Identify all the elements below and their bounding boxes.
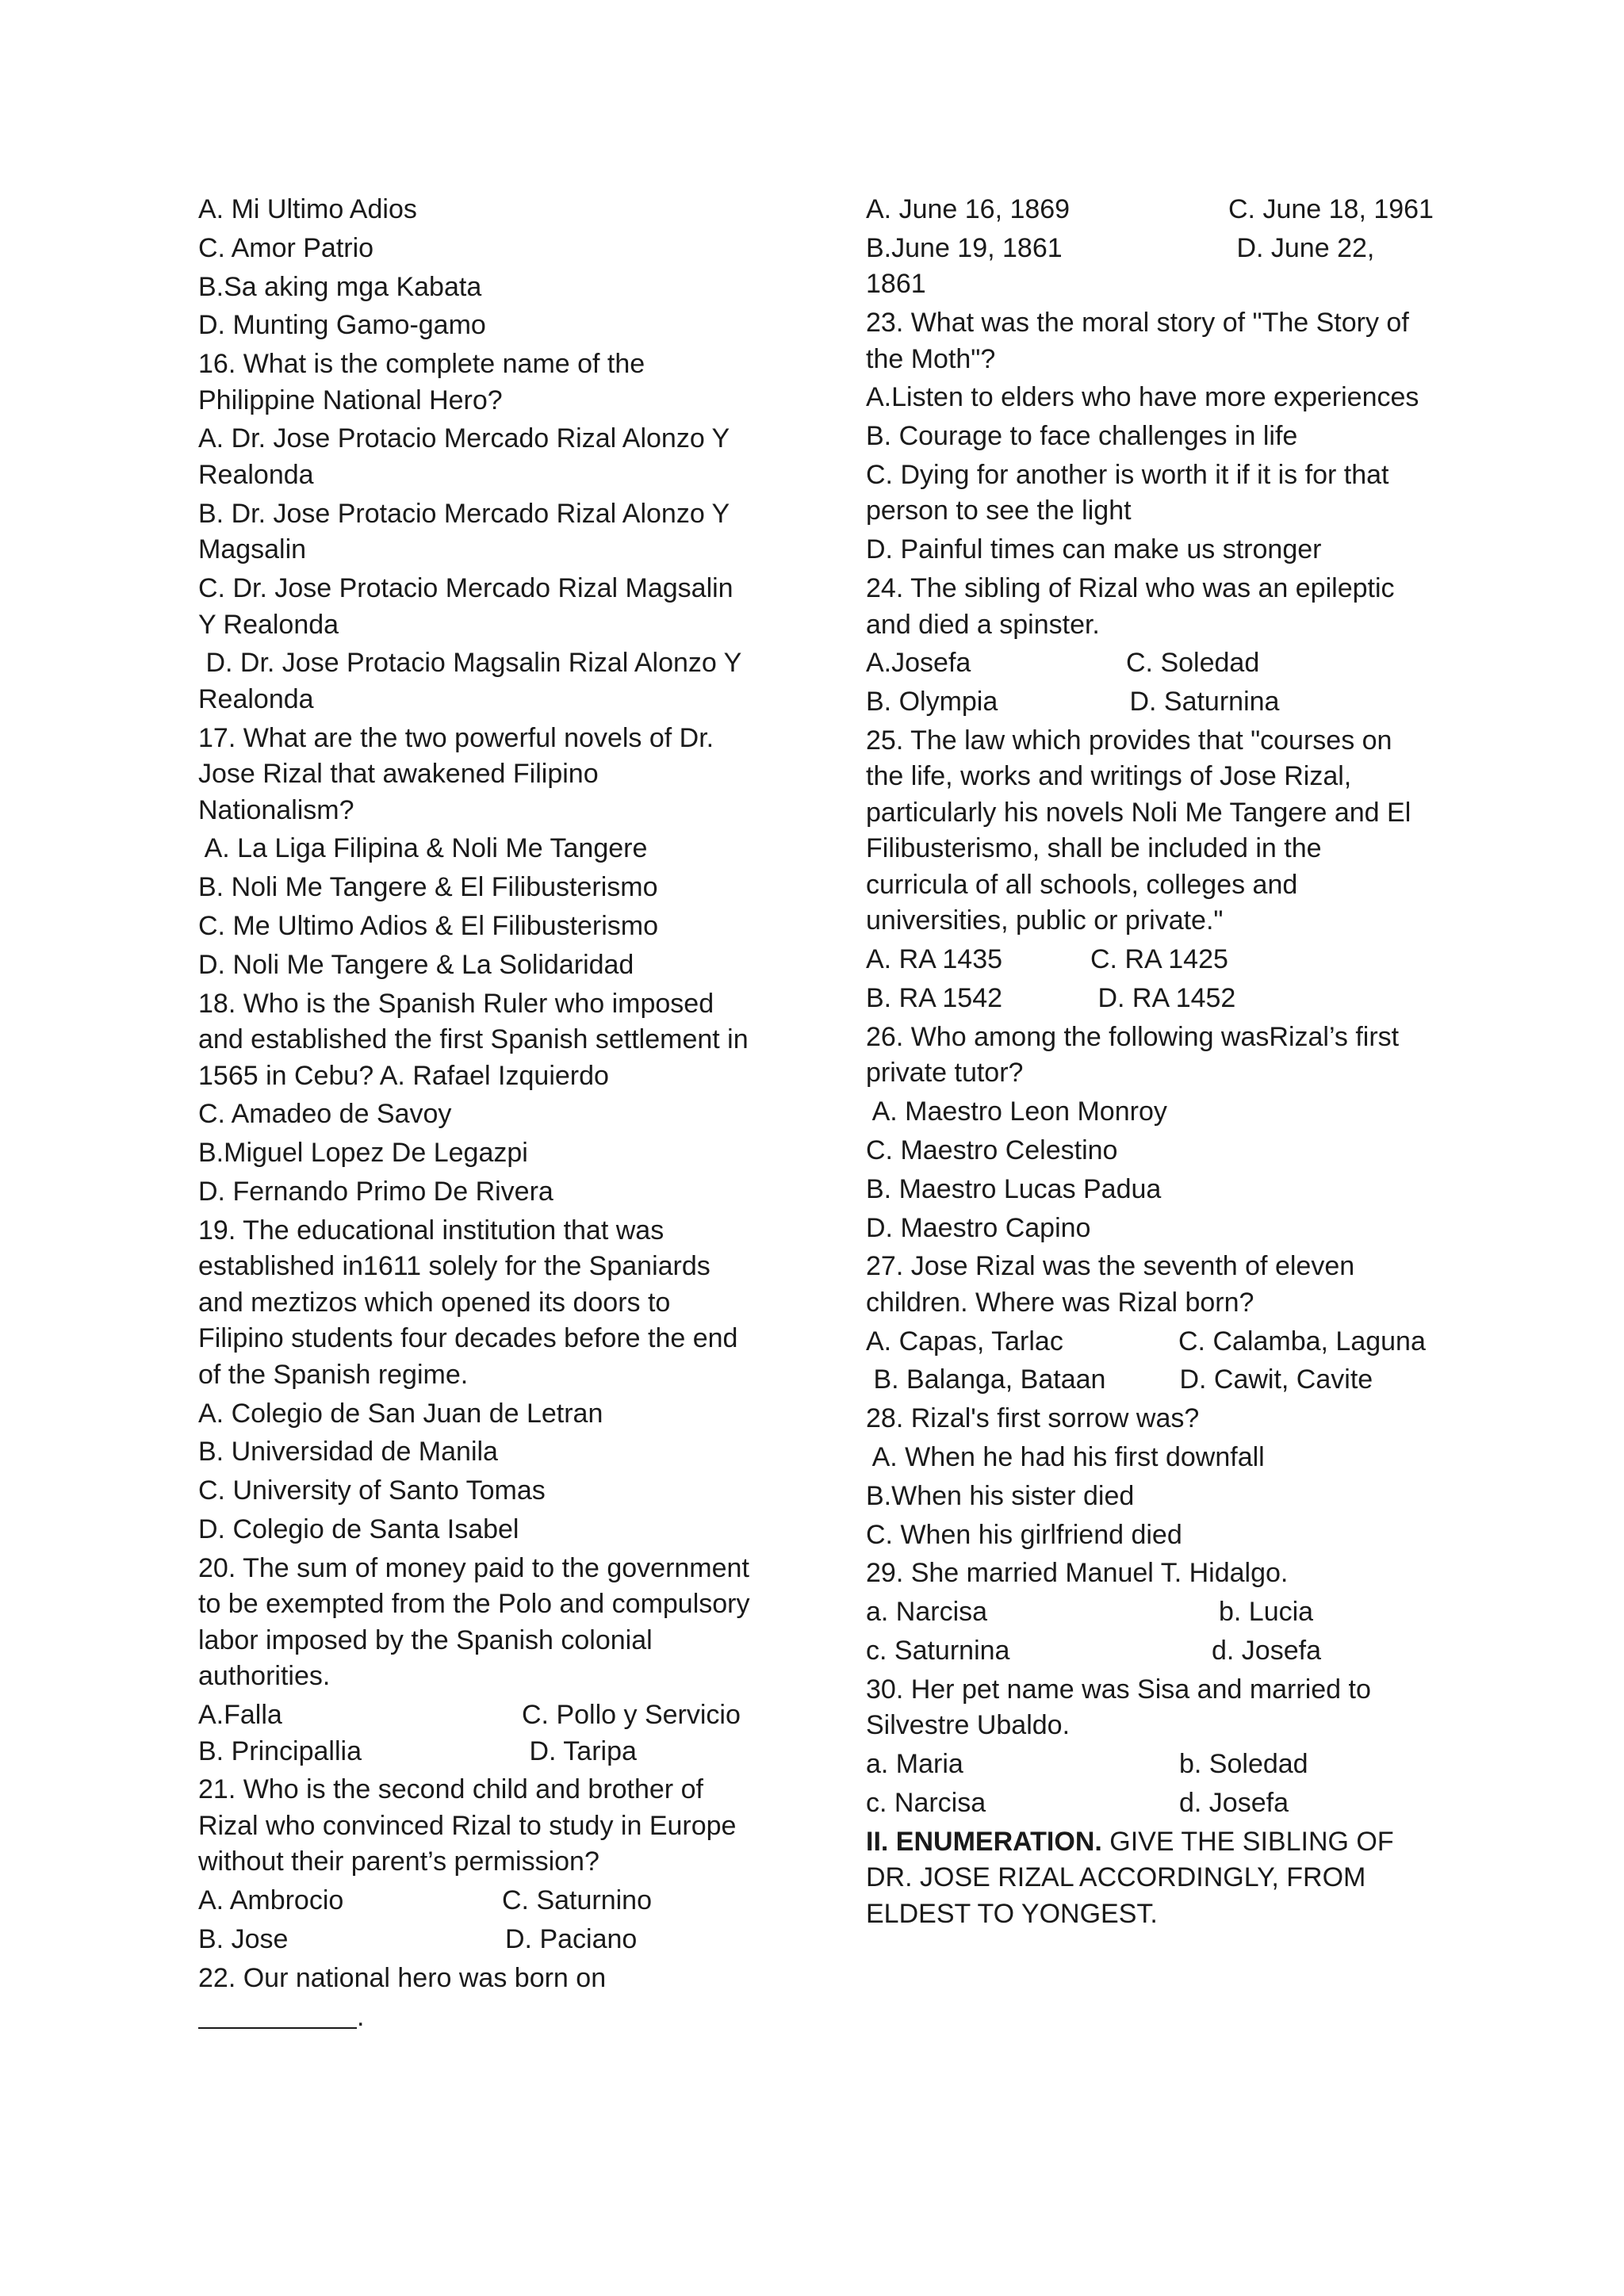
text-block — [866, 1747, 1451, 1783]
text-block — [866, 192, 1451, 228]
text-line: B.Sa aking mga Kabata — [198, 271, 482, 302]
text-line: the life, works and writings of Jose Rizal, — [866, 761, 1352, 792]
text-block — [198, 909, 769, 945]
option-left: 1861 — [866, 269, 926, 300]
text-block — [866, 645, 1451, 682]
text-line: A. Colegio de San Juan de Letran — [198, 1398, 603, 1429]
option-left: A. RA 1435 — [866, 944, 1003, 975]
text-line: 29. She married Manuel T. Hidalgo. — [866, 1558, 1289, 1589]
option-left: A. June 16, 1869 — [866, 194, 1071, 224]
text-block — [866, 1440, 1451, 1476]
left-column — [198, 192, 769, 2038]
right-column — [866, 192, 1451, 1935]
option-left: B. RA 1542 — [866, 983, 1003, 1014]
text-block — [866, 1785, 1451, 1822]
text-block — [198, 571, 769, 643]
text-block — [198, 721, 769, 829]
option-right: C. Calamba, Laguna — [1178, 1326, 1426, 1357]
text-block — [866, 1479, 1451, 1515]
text-block — [866, 723, 1451, 939]
text-line: 26. Who among the following wasRizal’s first — [866, 1021, 1400, 1052]
text-block — [198, 1473, 769, 1510]
text-line: 24. The sibling of Rizal who was an epileptic — [866, 573, 1395, 604]
answer-blank — [198, 2000, 357, 2029]
text-block — [866, 571, 1451, 643]
text-block — [866, 380, 1451, 416]
text-line: Y Realonda — [198, 609, 339, 640]
text-block — [198, 1961, 769, 1997]
text-line: C. Amor Patrio — [198, 232, 374, 263]
option-pair — [866, 231, 1451, 267]
text-block — [866, 1633, 1451, 1670]
option-pair — [866, 942, 1451, 978]
option-pair — [198, 1883, 769, 1919]
option-pair — [198, 1697, 769, 1734]
option-pair — [866, 1747, 1451, 1783]
text-block — [866, 1094, 1451, 1131]
option-right: b. Lucia — [1219, 1597, 1314, 1628]
text-line: Realonda — [198, 683, 314, 714]
option-pair — [866, 266, 1451, 303]
text-line: A.Listen to elders who have more experiences — [866, 382, 1419, 413]
text-block — [198, 1096, 769, 1133]
text-block — [198, 1922, 769, 1958]
text-block — [198, 231, 769, 267]
text-block — [866, 419, 1451, 455]
text-block — [198, 270, 769, 306]
option-right: D. Cawit, Cavite — [1172, 1364, 1373, 1395]
text-line: D. Maestro Capino — [866, 1212, 1091, 1243]
option-left: A.Josefa — [866, 648, 971, 679]
text-line: private tutor? — [866, 1058, 1024, 1089]
option-right: C. Soledad — [1126, 648, 1260, 679]
text-block — [198, 947, 769, 984]
text-line: D. Dr. Jose Protacio Magsalin Rizal Alonzo Y — [198, 648, 742, 679]
text-line: Philippine National Hero? — [198, 385, 503, 415]
text-line: 25. The law which provides that "courses on — [866, 725, 1392, 756]
option-pair — [866, 684, 1451, 721]
text-line: Filipino students four decades before the end — [198, 1323, 738, 1354]
text-line: D. Painful times can make us stronger — [866, 534, 1322, 565]
text-line: Silvestre Ubaldo. — [866, 1710, 1071, 1741]
option-right: D. RA 1452 — [1090, 983, 1236, 1014]
section-heading: DR. JOSE RIZAL ACCORDINGLY, FROM — [866, 1862, 1366, 1893]
text-line: 20. The sum of money paid to the government — [198, 1552, 749, 1583]
text-block — [866, 1324, 1451, 1360]
text-line: D. Munting Gamo-gamo — [198, 310, 486, 341]
section-heading-bold: II. ENUMERATION. — [866, 1826, 1102, 1857]
option-right: d. Josefa — [1212, 1636, 1321, 1667]
option-left: B. Principallia — [198, 1735, 362, 1766]
section-heading — [866, 1824, 1451, 1861]
option-pair — [866, 1633, 1451, 1670]
text-line: children. Where was Rizal born? — [866, 1287, 1254, 1318]
option-pair — [198, 1922, 769, 1958]
text-line: Rizal who convinced Rizal to study in Europe — [198, 1810, 737, 1841]
option-pair — [198, 1734, 769, 1770]
text-line: B. Courage to face challenges in life — [866, 421, 1298, 452]
text-block — [866, 1362, 1451, 1399]
text-line: 16. What is the complete name of the — [198, 349, 645, 380]
text-block — [866, 1401, 1451, 1437]
option-right: C. Pollo y Servicio — [522, 1700, 741, 1731]
text-block — [198, 421, 769, 493]
option-left: a. Maria — [866, 1749, 963, 1780]
answer-blank-line — [198, 1999, 769, 2036]
text-line: person to see the light — [866, 496, 1132, 526]
option-left: A.Falla — [198, 1700, 282, 1731]
text-line: 18. Who is the Spanish Ruler who imposed — [198, 988, 714, 1019]
option-right: b. Soledad — [1179, 1749, 1308, 1780]
text-block — [866, 1824, 1451, 1933]
text-line: and meztizos which opened its doors to — [198, 1287, 671, 1318]
text-line: C. Me Ultimo Adios & El Filibusterismo — [198, 911, 659, 942]
text-block — [198, 986, 769, 1095]
text-line: universities, public or private." — [866, 905, 1224, 936]
option-pair — [866, 1324, 1451, 1360]
text-line: particularly his novels Noli Me Tangere and El — [866, 797, 1411, 828]
text-block — [198, 1999, 769, 2036]
text-line: B. Maestro Lucas Padua — [866, 1173, 1162, 1204]
text-block — [198, 1512, 769, 1548]
text-block — [198, 192, 769, 228]
text-line: Realonda — [198, 459, 314, 490]
text-line: Filibusterismo, shall be included in the — [866, 833, 1322, 864]
option-left: B. Olympia — [866, 687, 998, 718]
text-line: B.Miguel Lopez De Legazpi — [198, 1138, 528, 1169]
text-line: 28. Rizal's first sorrow was? — [866, 1403, 1200, 1434]
text-line: 23. What was the moral story of "The Story of — [866, 308, 1409, 339]
text-line: A. Dr. Jose Protacio Mercado Rizal Alonzo Y — [198, 423, 730, 454]
text-line: Nationalism? — [198, 794, 354, 825]
option-right: d. Josefa — [1179, 1787, 1289, 1818]
text-line: C. University of Santo Tomas — [198, 1475, 546, 1506]
section-heading-text: GIVE THE SIBLING OF — [1101, 1826, 1394, 1857]
option-left: B.June 19, 1861 — [866, 232, 1063, 263]
text-line: Jose Rizal that awakened Filipino — [198, 759, 599, 790]
option-pair — [866, 192, 1451, 228]
option-left: c. Narcisa — [866, 1787, 986, 1818]
text-line: C. Dr. Jose Protacio Mercado Rizal Magsalin — [198, 573, 733, 604]
text-block — [866, 1172, 1451, 1208]
text-line: 22. Our national hero was born on — [198, 1962, 607, 1993]
text-block — [198, 1174, 769, 1211]
text-line: C. Maestro Celestino — [866, 1135, 1118, 1165]
option-pair — [866, 1785, 1451, 1822]
text-line: D. Noli Me Tangere & La Solidaridad — [198, 949, 634, 980]
text-line: A. When he had his first downfall — [866, 1442, 1265, 1473]
option-right: C. Saturnino — [502, 1885, 652, 1916]
option-pair — [866, 645, 1451, 682]
text-line: B. Universidad de Manila — [198, 1437, 498, 1468]
text-line: curricula of all schools, colleges and — [866, 869, 1298, 900]
text-block — [198, 1883, 769, 1919]
text-block — [866, 942, 1451, 978]
text-block — [866, 1133, 1451, 1169]
text-block — [198, 496, 769, 568]
option-right: D. June 22, — [1229, 232, 1375, 263]
option-left: c. Saturnina — [866, 1636, 1010, 1667]
text-block — [866, 231, 1451, 303]
text-line: without their parent’s permission? — [198, 1846, 599, 1877]
option-left: A. Capas, Tarlac — [866, 1326, 1063, 1357]
text-block — [198, 645, 769, 718]
option-right: D. Taripa — [522, 1735, 637, 1766]
text-line: C. When his girlfriend died — [866, 1519, 1182, 1550]
text-block — [198, 1772, 769, 1881]
text-block — [866, 457, 1451, 530]
text-line: 1565 in Cebu? A. Rafael Izquierdo — [198, 1060, 609, 1091]
text-block — [866, 1517, 1451, 1554]
text-line: 30. Her pet name was Sisa and married to — [866, 1674, 1371, 1705]
text-line: A. Mi Ultimo Adios — [198, 194, 417, 224]
text-block — [866, 684, 1451, 721]
text-block — [866, 1211, 1451, 1247]
text-line: authorities. — [198, 1661, 331, 1692]
section-heading: ELDEST TO YONGEST. — [866, 1898, 1158, 1929]
text-block — [198, 1213, 769, 1394]
text-line: and died a spinster. — [866, 609, 1100, 640]
text-line: C. Dying for another is worth it if it is for that — [866, 459, 1389, 490]
text-block — [198, 346, 769, 419]
option-left: A. Ambrocio — [198, 1885, 344, 1916]
text-block — [866, 1020, 1451, 1092]
text-line: B. Dr. Jose Protacio Mercado Rizal Alonzo Y — [198, 498, 730, 529]
text-block — [198, 308, 769, 344]
option-pair — [866, 1594, 1451, 1631]
option-right: D. Saturnina — [1122, 687, 1280, 718]
option-pair — [866, 981, 1451, 1017]
text-block — [198, 1396, 769, 1433]
option-left: B. Balanga, Bataan — [866, 1364, 1106, 1395]
option-right: D. Paciano — [505, 1924, 638, 1955]
text-block — [198, 831, 769, 867]
option-left: a. Narcisa — [866, 1597, 988, 1628]
text-line: Magsalin — [198, 534, 307, 565]
option-right: C. RA 1425 — [1090, 944, 1228, 975]
text-block — [866, 305, 1451, 377]
option-left: B. Jose — [198, 1924, 289, 1955]
text-line: B. Noli Me Tangere & El Filibusterismo — [198, 872, 658, 903]
text-line: labor imposed by the Spanish colonial — [198, 1624, 653, 1655]
text-block — [198, 870, 769, 906]
text-line: 21. Who is the second child and brother of — [198, 1774, 703, 1805]
text-block — [198, 1135, 769, 1172]
text-line: D. Fernando Primo De Rivera — [198, 1177, 553, 1207]
text-block — [866, 981, 1451, 1017]
text-line: the Moth"? — [866, 343, 996, 374]
text-line: A. Maestro Leon Monroy — [866, 1096, 1167, 1127]
text-line: C. Amadeo de Savoy — [198, 1099, 452, 1130]
text-line: 27. Jose Rizal was the seventh of eleven — [866, 1251, 1355, 1282]
text-block — [866, 1249, 1451, 1321]
text-line: of the Spanish regime. — [198, 1359, 469, 1390]
text-line: 17. What are the two powerful novels of Dr. — [198, 722, 714, 753]
text-line: A. La Liga Filipina & Noli Me Tangere — [198, 833, 648, 864]
text-block — [198, 1551, 769, 1695]
text-block — [866, 1672, 1451, 1744]
text-block — [198, 1434, 769, 1471]
text-block — [198, 1697, 769, 1770]
text-line: 19. The educational institution that was — [198, 1215, 665, 1246]
text-line: and established the first Spanish settlement in — [198, 1024, 749, 1055]
text-line: D. Colegio de Santa Isabel — [198, 1514, 519, 1545]
text-line: to be exempted from the Polo and compulsory — [198, 1589, 750, 1620]
text-block — [866, 1556, 1451, 1592]
option-right: C. June 18, 1961 — [1228, 194, 1434, 224]
text-line: established in1611 solely for the Spaniards — [198, 1251, 710, 1282]
blank-period: . — [357, 2001, 365, 2032]
option-pair — [866, 1362, 1451, 1399]
text-block — [866, 1594, 1451, 1631]
text-line: B.When his sister died — [866, 1480, 1135, 1511]
text-block — [866, 532, 1451, 568]
